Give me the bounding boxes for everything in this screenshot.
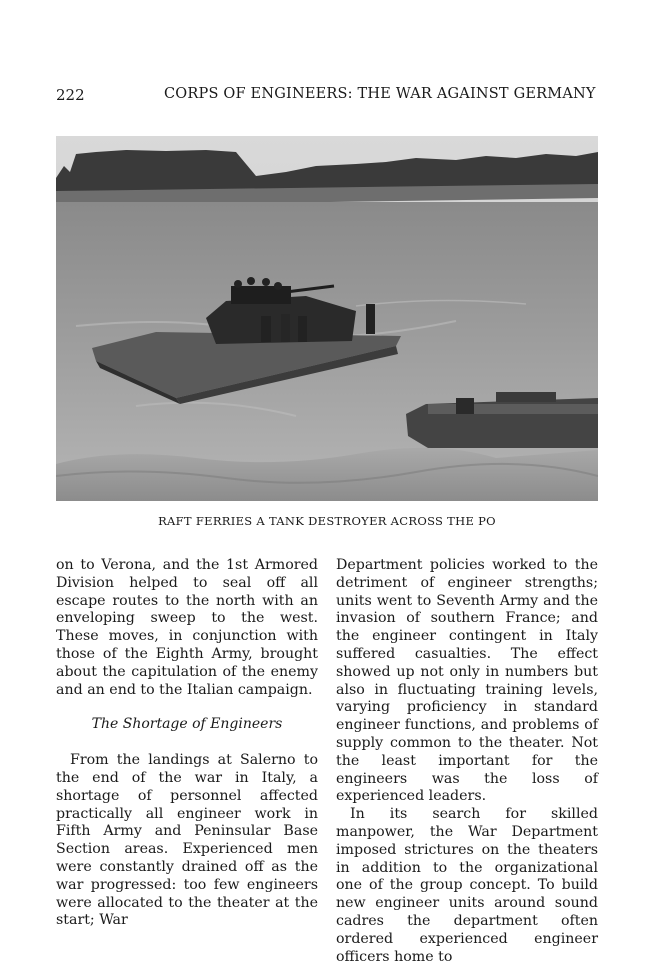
right-column	[336, 557, 598, 966]
paragraph: In its search for skilled manpower, the War Department imposed strictures on the theaters in addition to the organizational one of the group concept. To build new engineer units around sound cadres the department often ordered experienced engineer officers home to	[336, 806, 598, 965]
section-heading: The Shortage of Engineers	[91, 716, 283, 733]
paragraph: on to Verona, and the 1st Armored Division helped to seal off all escape routes to the north with an enveloping sweep to the west. These moves, in conjunction with those of the Eighth Army, brought about the capitulation of the enemy and an end to the Italian campaign.	[56, 557, 318, 698]
photo-caption: RAFT FERRIES A TANK DESTROYER ACROSS THE PO	[158, 514, 496, 528]
raft-ferry-photo	[56, 136, 598, 501]
running-head: CORPS OF ENGINEERS: THE WAR AGAINST GERMANY	[164, 86, 596, 102]
paragraph: Department policies worked to the detriment of engineer strengths; units went to Seventh Army and the invasion of southern France; and the engineer contingent in Italy suffered casualties. The effect showed up not only in numbers but also in fluctuating training levels, varying proficiency in standard engineer functions, and problems of supply common to the theater. Not the least important for the engineers was the loss of experienced leaders.	[336, 557, 598, 805]
page-number: 222	[56, 86, 85, 104]
paragraph: From the landings at Salerno to the end of the war in Italy, a shortage of personnel affected practically all engineer work in Fifth Army and Peninsular Base Section areas. Experienced men were constantly drained off as the war progressed: too few engineers were allocated to the theater at the start; War	[56, 752, 318, 929]
left-column	[56, 557, 318, 930]
